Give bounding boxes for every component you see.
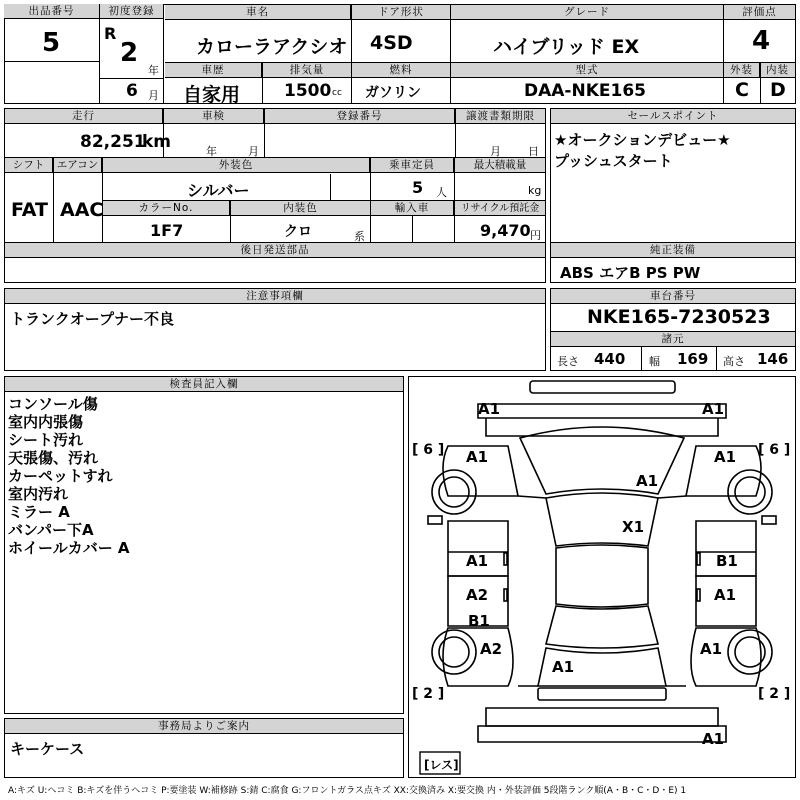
sales-point-line-2: プッシュスタート <box>554 152 673 170</box>
max-load-label: 最大積載量 <box>455 158 545 173</box>
first-reg-year: 2 <box>120 38 139 68</box>
history-value: 自家用 <box>183 84 241 106</box>
transfer-label: 譲渡書類期限 <box>456 109 545 124</box>
ext-color-value: シルバー <box>187 181 250 200</box>
mileage-label: 走行 <box>5 109 163 124</box>
damage-mark: A2 <box>480 640 503 658</box>
car-name-value: カローラアクシオ <box>196 36 348 58</box>
ext-color-label: 外装色 <box>103 158 370 173</box>
inspector-label: 検査員記入欄 <box>5 377 403 392</box>
first-reg-month: 6 <box>126 81 138 101</box>
capacity-value: 5 <box>412 178 424 197</box>
capacity-label: 乗車定員 <box>371 158 454 173</box>
specs-height: 146 <box>757 350 789 368</box>
model-value: DAA-NKE165 <box>524 81 646 101</box>
fuel-value: ガソリン <box>365 85 421 101</box>
ac-label: エアコン <box>54 158 102 173</box>
specs-height-label: 高さ <box>723 355 745 368</box>
ext-grade-label: 外装 <box>724 63 760 78</box>
inspector-line: コンソール傷 <box>8 395 98 413</box>
first-reg-label: 初度登録 <box>100 4 163 19</box>
displacement-unit: cc <box>332 88 342 98</box>
inspector-line: 天張傷、汚れ <box>8 449 99 467</box>
first-reg-year-unit: 年 <box>148 64 159 77</box>
tire-front-right: [ 6 ] <box>758 442 791 458</box>
genuine-value: ABS エアB PS PW <box>560 264 701 282</box>
door-label: ドア形状 <box>352 5 450 20</box>
inspector-lines <box>8 395 130 557</box>
damage-mark: A1 <box>700 640 723 658</box>
damage-mark: X1 <box>622 518 645 536</box>
shift-label: シフト <box>5 158 53 173</box>
specs-length: 440 <box>594 350 626 368</box>
damage-mark: A1 <box>714 586 737 604</box>
inspector-line: 室内内張傷 <box>8 413 84 431</box>
recycle-unit: 円 <box>530 229 541 242</box>
score-value: 4 <box>752 26 771 56</box>
inspector-line: 室内汚れ <box>8 485 69 503</box>
sales-point-line-1: ★オークションデビュー★ <box>554 131 731 149</box>
ac-value: AAC <box>60 199 104 221</box>
inspector-line: ホイールカバー A <box>8 539 130 557</box>
tire-rear-left: [ 2 ] <box>412 686 445 702</box>
car-damage-diagram <box>408 376 796 778</box>
genuine-label: 純正装備 <box>551 243 795 258</box>
tire-rear-right: [ 2 ] <box>758 686 791 702</box>
damage-mark: A1 <box>702 400 725 418</box>
specs-label: 諸元 <box>551 332 795 347</box>
lot-cell <box>4 4 100 104</box>
inspection-label: 車検 <box>164 109 264 124</box>
color-no-value: 1F7 <box>150 221 184 240</box>
caution-value: トランクオープナー不良 <box>10 310 174 328</box>
ext-grade-value: C <box>735 79 749 101</box>
later-parts-label: 後日発送部品 <box>5 243 545 258</box>
inspector-line: カーペットすれ <box>8 467 113 485</box>
damage-mark: A1 <box>552 658 575 676</box>
first-reg-era: R <box>104 24 117 43</box>
car-name-label: 車名 <box>165 5 351 20</box>
office-label: 事務局よりご案内 <box>5 719 403 734</box>
inspector-line: ミラー A <box>8 503 70 521</box>
specs-width-label: 幅 <box>649 355 660 368</box>
shift-value: FAT <box>11 199 48 221</box>
spare-tire-label: [レス] <box>424 758 459 772</box>
lot-label: 出品番号 <box>4 4 99 19</box>
int-grade-label: 内装 <box>760 63 795 78</box>
damage-mark: A1 <box>466 448 489 466</box>
grade-value: ハイブリッド EX <box>493 36 640 58</box>
legend-text: A:キズ U:ヘコミ B:キズを伴うヘコミ P:要塗装 W:補修跡 S:錆 C:腐食 G:フロントガラス点キズ XX:交換済み X:要交換 内・外装評価 5段階ランク順(A・B・C・D・E) 1 <box>8 786 687 796</box>
lot-value: 5 <box>42 28 61 58</box>
max-load-unit: kg <box>528 184 542 197</box>
caution-label: 注意事項欄 <box>5 289 545 304</box>
recycle-label: リサイクル預託金 <box>455 201 545 216</box>
inspector-line: バンパー下A <box>8 521 94 539</box>
transfer-month-unit: 月 <box>490 145 501 158</box>
inspection-year-unit: 年 <box>206 145 217 158</box>
history-label: 車歴 <box>165 63 262 78</box>
chassis-value: NKE165-7230523 <box>587 306 771 328</box>
fuel-label: 燃料 <box>352 63 450 78</box>
damage-mark: A2 <box>466 586 489 604</box>
capacity-unit: 人 <box>436 186 447 199</box>
damage-mark: B1 <box>468 612 490 630</box>
mileage-value: 82,251 <box>80 132 146 152</box>
transfer-day-unit: 日 <box>528 145 539 158</box>
damage-mark: A1 <box>466 552 489 570</box>
first-reg-cell <box>100 4 164 104</box>
office-value: キーケース <box>10 740 85 758</box>
inspector-line: シート汚れ <box>8 431 84 449</box>
specs-length-label: 長さ <box>557 355 579 368</box>
damage-mark: A1 <box>478 400 501 418</box>
int-color-value: クロ <box>284 224 312 240</box>
chassis-label: 車台番号 <box>551 289 795 304</box>
int-color-label: 内装色 <box>231 201 370 216</box>
damage-mark: A1 <box>714 448 737 466</box>
color-no-label: カラーNo. <box>103 201 230 216</box>
displacement-label: 排気量 <box>263 63 351 78</box>
displacement-value: 1500 <box>284 81 332 101</box>
specs-width: 169 <box>677 350 709 368</box>
grade-label: グレード <box>451 5 723 20</box>
first-reg-month-unit: 月 <box>148 89 159 102</box>
reg-no-label: 登録番号 <box>265 109 455 124</box>
mileage-unit: km <box>142 132 172 152</box>
door-value: 4SD <box>370 32 413 54</box>
score-label: 評価点 <box>724 5 795 20</box>
model-label: 型式 <box>451 63 723 78</box>
int-grade-value: D <box>770 79 786 101</box>
damage-mark: A1 <box>702 730 725 748</box>
damage-mark: A1 <box>636 472 659 490</box>
tire-front-left: [ 6 ] <box>412 442 445 458</box>
recycle-value: 9,470 <box>480 221 531 240</box>
int-color-unit: 系 <box>354 230 365 243</box>
inspection-month-unit: 月 <box>248 145 259 158</box>
sales-point-label: セールスポイント <box>551 109 795 124</box>
import-label: 輸入車 <box>371 201 454 216</box>
damage-mark: B1 <box>716 552 738 570</box>
